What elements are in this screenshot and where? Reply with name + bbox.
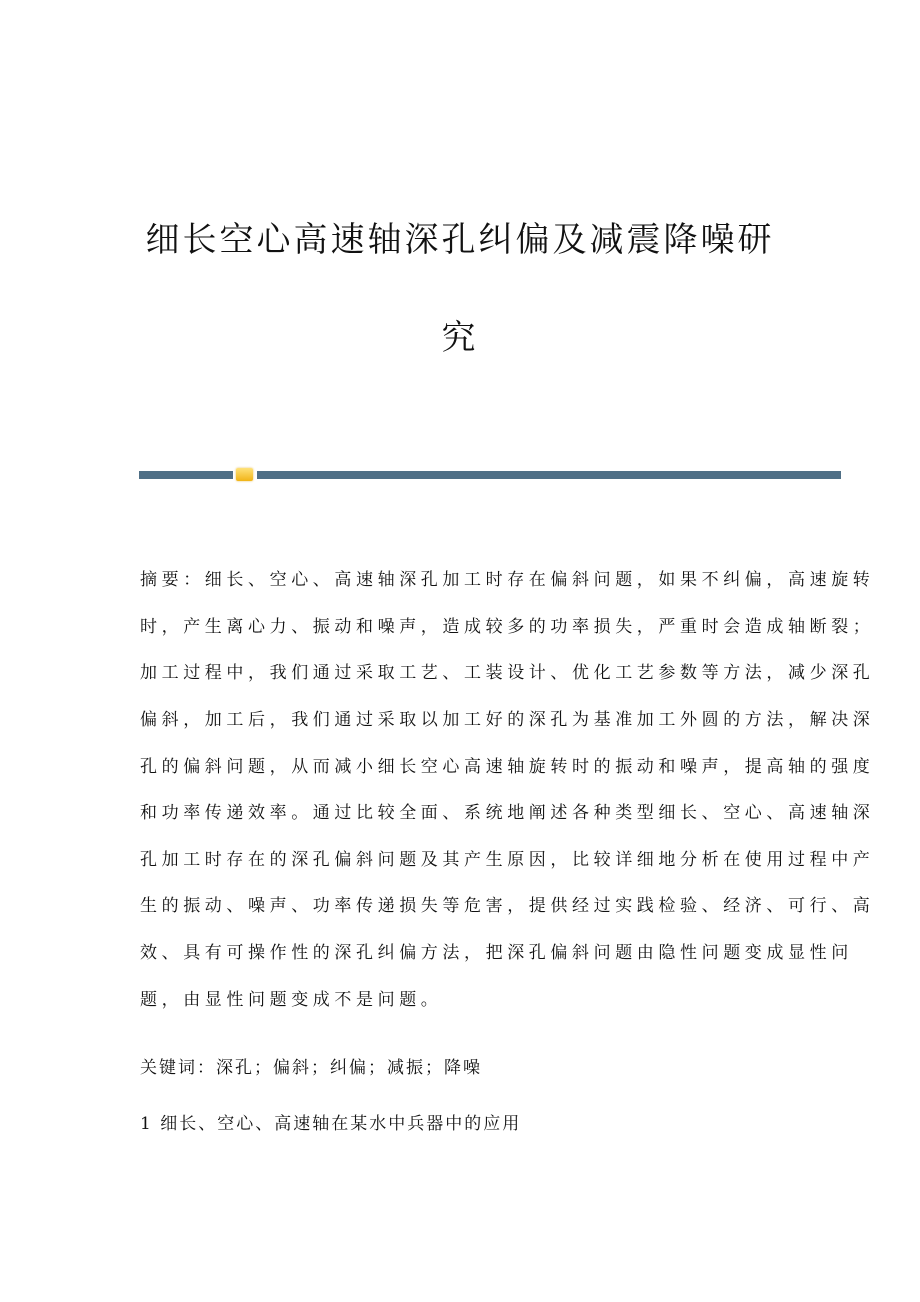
abstract-line: 时，产生离心力、振动和噪声，造成较多的功率损失，严重时会造成轴断裂； xyxy=(140,617,875,637)
abstract-line: 和功率传递效率。通过比较全面、系统地阐述各种类型细长、空心、高速轴深 xyxy=(140,803,875,823)
divider-left xyxy=(139,471,233,479)
section-heading: 1 细长、空心、高速轴在某水中兵器中的应用 xyxy=(140,1114,522,1134)
document-title-line-1: 细长空心高速轴深孔纠偏及减震降噪研 xyxy=(145,220,775,260)
abstract-line: 生的振动、噪声、功率传递损失等危害，提供经过实践检验、经济、可行、高 xyxy=(140,896,875,916)
abstract-line: 偏斜，加工后，我们通过采取以加工好的深孔为基准加工外圆的方法，解决深 xyxy=(140,710,875,730)
abstract-line: 效、具有可操作性的深孔纠偏方法，把深孔偏斜问题由隐性问题变成显性问 xyxy=(140,943,853,963)
abstract-line: 孔的偏斜问题，从而减小细长空心高速轴旋转时的振动和噪声，提高轴的强度 xyxy=(140,757,875,777)
abstract-line: 题，由显性问题变成不是问题。 xyxy=(140,990,443,1010)
ornament-icon xyxy=(236,468,253,481)
document-title-line-2: 究 xyxy=(441,318,479,358)
abstract-line: 摘要：细长、空心、高速轴深孔加工时存在偏斜问题，如果不纠偏，高速旋转 xyxy=(140,570,875,590)
keywords: 关键词：深孔；偏斜；纠偏；减振；降噪 xyxy=(140,1058,482,1078)
abstract-line: 加工过程中，我们通过采取工艺、工装设计、优化工艺参数等方法，减少深孔 xyxy=(140,663,875,683)
divider-right xyxy=(257,471,841,479)
abstract-line: 孔加工时存在的深孔偏斜问题及其产生原因，比较详细地分析在使用过程中产 xyxy=(140,850,875,870)
